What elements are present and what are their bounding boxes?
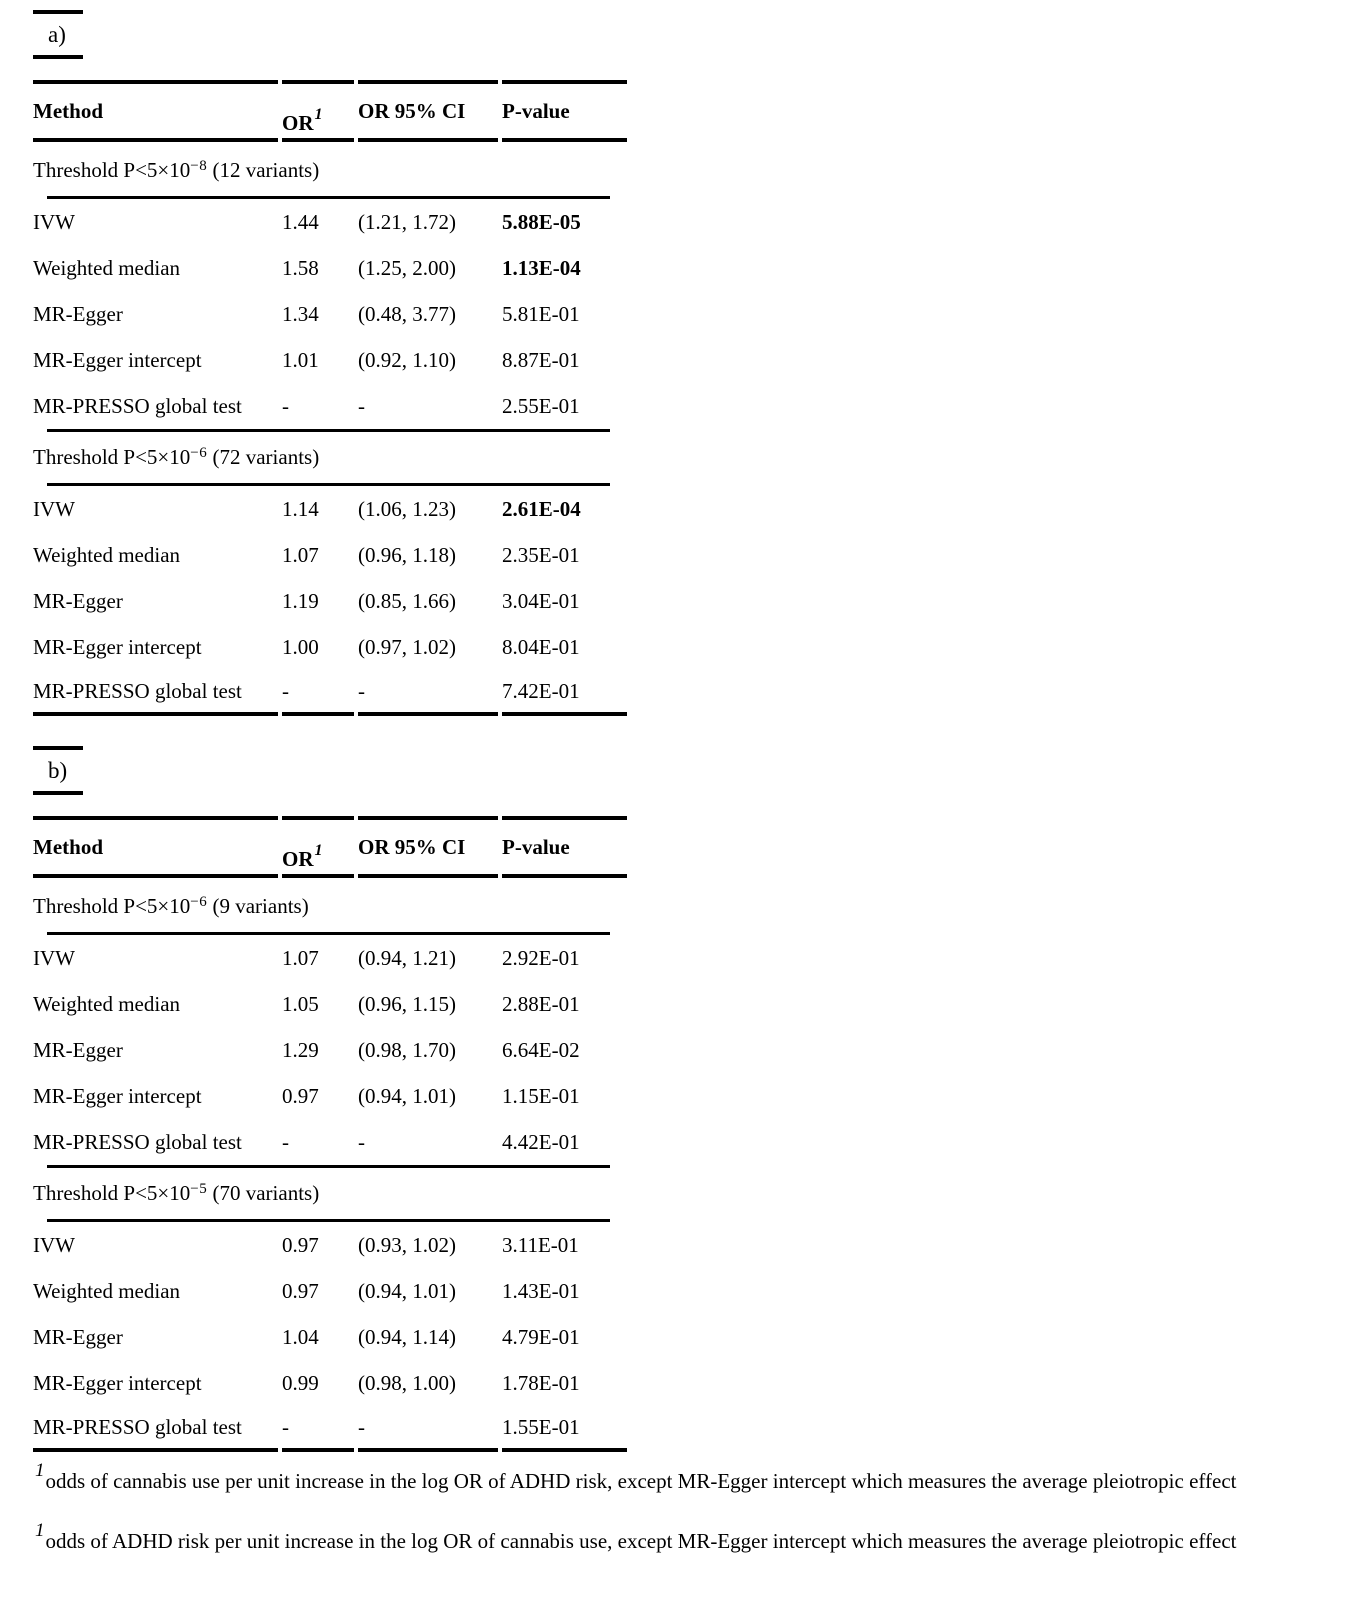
p-value-cell: 3.04E-01	[502, 588, 580, 613]
ci-cell: -	[358, 393, 365, 418]
method-cell: MR-PRESSO global test	[33, 1406, 278, 1452]
method-cell: MR-Egger	[33, 1324, 123, 1349]
table-row	[33, 1222, 627, 1268]
table-row	[33, 1119, 627, 1165]
table-row	[33, 337, 627, 383]
method-cell: MR-Egger intercept	[33, 1370, 202, 1395]
column-header-or	[282, 816, 354, 878]
p-value-cell: 1.78E-01	[502, 1370, 580, 1395]
method-cell: MR-Egger intercept	[33, 634, 202, 659]
column-header-pvalue: P-value	[502, 80, 627, 142]
table-row	[33, 532, 627, 578]
section-header-row	[33, 1165, 627, 1222]
or-cell: 1.29	[282, 1037, 319, 1062]
table-row	[33, 1073, 627, 1119]
or-cell: 1.07	[282, 945, 319, 970]
ci-cell: (0.98, 1.00)	[358, 1370, 456, 1395]
p-value-cell: 2.92E-01	[502, 945, 580, 970]
table-row	[33, 935, 627, 981]
p-value-cell: 1.43E-01	[502, 1278, 580, 1303]
section-title-exponent: −5	[190, 1181, 208, 1197]
footnote-marker: 1	[35, 1460, 45, 1481]
section-b2-rows	[33, 1222, 627, 1452]
ci-cell: -	[358, 1129, 365, 1154]
section-a1-rows	[33, 199, 627, 429]
section-title-text: Threshold P<5×10	[33, 445, 191, 469]
or-footnote-superscript: 1	[314, 842, 323, 859]
table-row	[33, 486, 627, 532]
table-row	[33, 1027, 627, 1073]
ci-cell: (1.06, 1.23)	[358, 496, 456, 521]
ci-cell: -	[358, 1406, 498, 1452]
section-a1-header	[33, 142, 627, 199]
ci-cell: (0.96, 1.15)	[358, 991, 456, 1016]
section-b1-rows	[33, 935, 627, 1165]
method-cell: Weighted median	[33, 991, 181, 1016]
table-row	[33, 383, 627, 429]
method-cell: MR-Egger	[33, 301, 123, 326]
section-b2-header	[33, 1165, 627, 1222]
panel-a-label-block	[33, 10, 1362, 59]
table-row	[33, 670, 627, 716]
panel-a-label: a)	[48, 22, 66, 47]
p-value-cell: 1.13E-04	[502, 255, 581, 280]
ci-cell: (0.97, 1.02)	[358, 634, 456, 659]
or-label: OR	[282, 847, 314, 871]
p-value-cell: 1.55E-01	[502, 1406, 627, 1452]
p-value-cell: 7.42E-01	[502, 670, 627, 716]
or-cell: 1.07	[282, 542, 319, 567]
or-cell: 1.05	[282, 991, 319, 1016]
p-value-cell: 3.11E-01	[502, 1232, 579, 1257]
method-cell: IVW	[33, 209, 75, 234]
or-cell: 1.01	[282, 347, 319, 372]
method-cell: IVW	[33, 496, 75, 521]
p-value-cell: 2.55E-01	[502, 393, 580, 418]
results-table-b	[29, 816, 631, 1452]
column-header-or	[282, 80, 354, 142]
table-row	[33, 1360, 627, 1406]
ci-cell: (0.85, 1.66)	[358, 588, 456, 613]
method-cell: MR-PRESSO global test	[33, 670, 278, 716]
method-cell: Weighted median	[33, 255, 181, 280]
section-header-row	[33, 142, 627, 199]
or-cell: -	[282, 393, 289, 418]
section-b1-header	[33, 878, 627, 935]
p-value-cell: 8.87E-01	[502, 347, 580, 372]
method-cell: IVW	[33, 1232, 75, 1257]
column-header-method: Method	[33, 816, 278, 878]
table-row	[33, 199, 627, 245]
ci-cell: (0.92, 1.10)	[358, 347, 456, 372]
or-cell: 0.97	[282, 1278, 319, 1303]
footnote-text: odds of cannabis use per unit increase in the log OR of ADHD risk, except MR-Egger intercept which measures the average pleiotropic effect	[45, 1469, 1237, 1493]
method-cell: MR-Egger	[33, 1037, 123, 1062]
footnote-marker: 1	[35, 1520, 45, 1541]
p-value-cell: 5.88E-05	[502, 209, 581, 234]
p-value-cell: 2.61E-04	[502, 496, 581, 521]
p-value-cell: 4.42E-01	[502, 1129, 580, 1154]
ci-cell: (0.48, 3.77)	[358, 301, 456, 326]
or-cell: 0.99	[282, 1370, 319, 1395]
table-row	[33, 578, 627, 624]
method-cell: MR-PRESSO global test	[33, 393, 242, 418]
or-cell: 1.04	[282, 1324, 319, 1349]
label-rule-bottom	[33, 791, 83, 795]
section-title-exponent: −6	[190, 894, 208, 910]
or-cell: 1.58	[282, 255, 319, 280]
table-row	[33, 291, 627, 337]
section-title-variants: (9 variants)	[207, 894, 309, 918]
or-cell: -	[282, 1129, 289, 1154]
section-header-row	[33, 878, 627, 935]
column-header-method: Method	[33, 80, 278, 142]
or-footnote-superscript: 1	[314, 106, 323, 123]
column-header-ci: OR 95% CI	[358, 816, 498, 878]
ci-cell: (0.94, 1.21)	[358, 945, 456, 970]
header-row	[33, 80, 627, 142]
table-row	[33, 1314, 627, 1360]
ci-cell: (0.94, 1.14)	[358, 1324, 456, 1349]
panel-b-label-block	[33, 746, 1362, 795]
or-cell: 1.34	[282, 301, 319, 326]
method-cell: MR-Egger intercept	[33, 1083, 202, 1108]
section-title	[33, 1165, 627, 1222]
column-header-pvalue: P-value	[502, 816, 627, 878]
column-header-ci: OR 95% CI	[358, 80, 498, 142]
panel-a	[33, 10, 1362, 716]
ci-cell: (1.21, 1.72)	[358, 209, 456, 234]
ci-cell: (1.25, 2.00)	[358, 255, 456, 280]
ci-cell: (0.94, 1.01)	[358, 1278, 456, 1303]
or-cell: 1.44	[282, 209, 319, 234]
ci-cell: (0.98, 1.70)	[358, 1037, 456, 1062]
footnotes	[33, 1458, 1362, 1554]
section-title	[33, 878, 627, 935]
or-cell: 0.97	[282, 1232, 319, 1257]
section-title-text: Threshold P<5×10	[33, 894, 191, 918]
p-value-cell: 1.15E-01	[502, 1083, 580, 1108]
panel-b-label: b)	[48, 758, 68, 783]
or-cell: 1.00	[282, 634, 319, 659]
section-a2-header	[33, 429, 627, 486]
table-row	[33, 624, 627, 670]
section-title-variants: (70 variants)	[207, 1181, 320, 1205]
method-cell: MR-Egger	[33, 588, 123, 613]
method-cell: Weighted median	[33, 1278, 181, 1303]
ci-cell: (0.93, 1.02)	[358, 1232, 456, 1257]
method-cell: MR-PRESSO global test	[33, 1129, 242, 1154]
ci-cell: (0.94, 1.01)	[358, 1083, 456, 1108]
section-title-exponent: −6	[190, 445, 208, 461]
footnote-2	[35, 1518, 1362, 1554]
p-value-cell: 5.81E-01	[502, 301, 580, 326]
results-table-a	[29, 80, 631, 716]
or-label: OR	[282, 111, 314, 135]
p-value-cell: 8.04E-01	[502, 634, 580, 659]
section-title-exponent: −8	[190, 158, 208, 174]
or-cell: -	[282, 670, 354, 716]
or-cell: 1.14	[282, 496, 319, 521]
ci-cell: -	[358, 670, 498, 716]
method-cell: MR-Egger intercept	[33, 347, 202, 372]
or-cell: 0.97	[282, 1083, 319, 1108]
label-rule-bottom	[33, 55, 83, 59]
section-a2-rows	[33, 486, 627, 716]
section-title-variants: (12 variants)	[207, 158, 320, 182]
section-title	[33, 429, 627, 486]
p-value-cell: 6.64E-02	[502, 1037, 580, 1062]
header-row	[33, 816, 627, 878]
method-cell: IVW	[33, 945, 75, 970]
footnote-text: odds of ADHD risk per unit increase in the log OR of cannabis use, except MR-Egger intercept which measures the average pleiotropic effect	[45, 1529, 1237, 1553]
ci-cell: (0.96, 1.18)	[358, 542, 456, 567]
table-row	[33, 1406, 627, 1452]
section-title-variants: (72 variants)	[207, 445, 320, 469]
table-row	[33, 981, 627, 1027]
section-title-text: Threshold P<5×10	[33, 1181, 191, 1205]
section-header-row	[33, 429, 627, 486]
panel-b	[33, 746, 1362, 1452]
table-row	[33, 1268, 627, 1314]
section-title	[33, 142, 627, 199]
method-cell: Weighted median	[33, 542, 181, 567]
table-row	[33, 245, 627, 291]
footnote-1	[35, 1458, 1362, 1494]
or-cell: 1.19	[282, 588, 319, 613]
p-value-cell: 2.88E-01	[502, 991, 580, 1016]
p-value-cell: 2.35E-01	[502, 542, 580, 567]
section-title-text: Threshold P<5×10	[33, 158, 191, 182]
p-value-cell: 4.79E-01	[502, 1324, 580, 1349]
or-cell: -	[282, 1406, 354, 1452]
